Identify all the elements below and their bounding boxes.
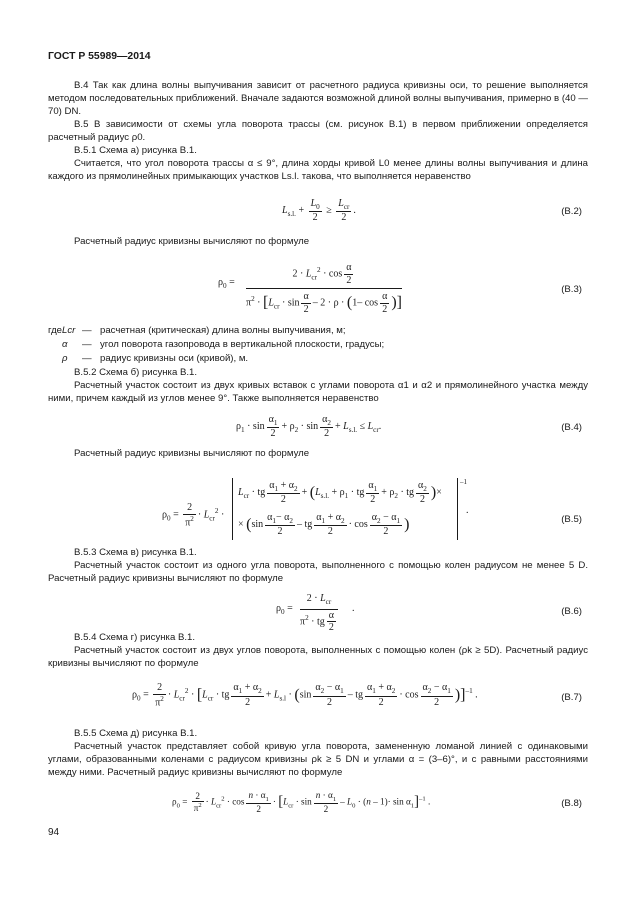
paragraph-b4: В.4 Так как длина волны выпучивания зависит от расчетного радиуса кривизны оси, то решение выполняется методом последовательных приближений. Вначале задаются возможной длиной волны выпучивания, примерно в (40 — 70) DN. [48,80,588,117]
where-row-rho [48,353,588,367]
where-dash: — [82,353,92,364]
formula-b3: $\rho_0$ = $2 \cdot L_{cr}^2 \cdot \cos$ $\frac{\alpha}{2}$ $\pi^2 \cdot [L_{cr} \cdot \sin$ $\frac{\alpha}{2}$ – 2 · ρ · (1– cos $\frac{\alpha}{2}$ )] (В.3) [218,262,582,315]
equation-number-b4: (В.4) [561,422,582,433]
paragraph-b53-title: В.5.3 Схема в) рисунка В.1. [74,547,197,558]
formula-b6: $\rho_0$ = $2 \cdot L_{cr}$ $\pi^2$ · tg $\frac{\alpha}{2}$ . (В.6) [276,593,582,634]
equation-number-b5: (В.5) [561,514,582,525]
where-symbol: α [62,339,68,350]
where-symbol: ρ [62,353,68,364]
page-number: 94 [48,827,60,838]
equation-number-b7: (В.7) [561,692,582,703]
where-text: угол поворота газопровода в вертикальной плоскости, градусы; [100,339,385,350]
paragraph-b54-text: Расчетный участок состоит из двух углов поворота, выполненных с помощью колен (ρk ≥ 5D). Расчетный радиус кривизны вычисляют по формуле [48,645,588,669]
formula-b2: $L_{s.l.}$ + $\frac{L_0}{2}$ ≥ $L_{cr}$ 2 . (В.2) [282,198,582,224]
paragraph-b52-title: В.5.2 Схема б) рисунка В.1. [74,367,198,378]
where-lead: где [48,325,63,336]
where-dash: — [82,325,92,336]
paragraph-b54-title: В.5.4 Схема г) рисунка В.1. [74,632,196,643]
where-row-alpha [48,339,588,353]
paragraph-b55-title: В.5.5 Схема д) рисунка В.1. [74,728,198,739]
paragraph-radius-formula-2: Расчетный радиус кривизны вычисляют по формуле [74,448,310,459]
formula-b7: $\rho_0$ = $\frac{2}{\pi^2}$ · $L_{cr}^2 \cdot [L_{cr}$ · tg $\frac{\alpha_1 + \alpha_2}{2}$ + $L_{s.l} \cdot (\sin$ $\frac{\alpha_2 - \alpha_1}{2}$ – tg $\frac{\alpha_1 + \alpha_2}{2}$ · cos $\frac{\alpha_2 - \alpha_1}{2}$ )]$^{-1}$ . (В.7) [132,682,582,708]
equation-number-b6: (В.6) [561,606,582,617]
where-list [48,325,588,367]
equation-number-b2: (В.2) [561,206,582,217]
paragraph-b55-text: Расчетный участок представляет собой кривую угла поворота, замененную ломаной линией с одинаковыми углами, образованными коленами с радиусом кривизны ρk ≥ 5 DN и углами α = (3–6)°, и с равными расстояниями между ними. Расчетный радиус кривизны вычисляют по формуле [48,741,588,778]
paragraph-b5: В.5 В зависимости от схемы угла поворота трассы (см. рисунок В.1) в первом приближении определяется расчетный радиус ρ0. [48,119,588,143]
where-row-lcr [48,325,588,339]
where-text: радиус кривизны оси (кривой), м. [100,353,249,364]
paragraph-b51-title: В.5.1 Схема а) рисунка В.1. [74,145,197,156]
formula-b5: $\rho_0$ = $\frac{2}{\pi^2}$ · $L_{cr}^2$ · $L_{cr}$ · tg $\frac{\alpha_1 + \alpha_2}{2}$ + ($L_{s.l.} + \rho_1$ · tg $\frac{\alpha_1}{2}$ + $\rho_2$ · tg $\frac{\alpha_2}{2}$ )× × (sin $\frac{\alpha_1- \alpha_2}{2}$ – tg $\frac{\alpha_1 + \alpha_2}{2}$ · cos $\frac{\alpha_2 - \alpha_1}{2}$ ) –1 . (В.5) [0,478,630,542]
paragraph-b53-text: Расчетный участок состоит из одного угла поворота, выполненного с помощью колен радиусом не менее 5 D. Расчетный радиус кривизны вычисляют по формуле [48,560,588,584]
formula-b4: $\rho_1 \cdot \sin$ $\frac{\alpha_1}{2}$ + $\rho_2 \cdot \sin$ $\frac{\alpha_2}{2}$ + $L_{s.l.} \le L_{cr}$. (В.4) [236,414,582,440]
paragraph-radius-formula-1: Расчетный радиус кривизны вычисляют по формуле [74,236,310,247]
equation-number-b3: (В.3) [561,284,582,295]
paragraph-b52-text: Расчетный участок состоит из двух кривых вставок с углами поворота α1 и α2 и прямолинейного участка между ними, причем каждый из углов менее 9°. Также выполняется неравенство [48,380,588,404]
where-text: расчетная (критическая) длина волны выпучивания, м; [100,325,346,336]
where-dash: — [82,339,92,350]
formula-b8: $\rho_0$ = $\frac{2}{\pi^2}$ · $L_{cr}^2 \cdot \cos$ $\frac{n \cdot \alpha_1}{2}$ · [$L_{cr} \cdot \sin$ $\frac{n \cdot \alpha_1}{2}$ – $L_0 \cdot (n - 1)\cdot \sin \alpha_1]^{-1}$ . (В.8) [172,790,582,815]
equation-number-b8: (В.8) [561,798,582,809]
paragraph-b51-text: Считается, что угол поворота трассы α ≤ 9°, длина хорды кривой L0 менее длины волны выпучивания и длина каждого из прямолинейных примыкающих участков Ls.l. такова, что выполняется неравенство [48,158,588,182]
where-symbol: Lcr [62,325,76,336]
document-header: ГОСТ Р 55989—2014 [48,51,151,62]
